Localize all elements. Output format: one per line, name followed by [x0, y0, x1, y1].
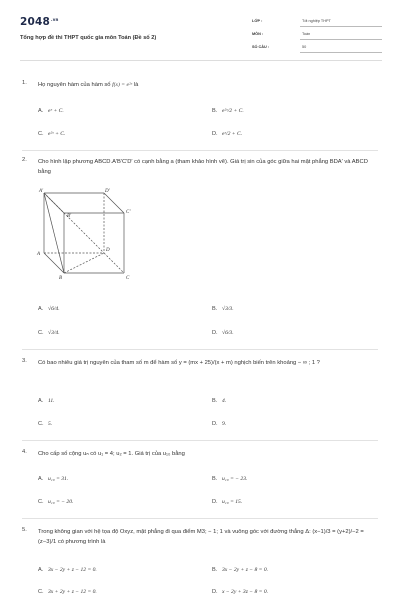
vertex-label: B′: [67, 214, 72, 219]
option-value: 5.: [48, 421, 53, 427]
option-1d[interactable]: [212, 131, 242, 137]
option-3a[interactable]: [38, 398, 55, 404]
meta-row-class: [252, 17, 382, 30]
option-value: √3/3.: [222, 306, 234, 312]
meta-row-subject: [252, 30, 382, 43]
option-value: x − 2y + 3z − 8 = 0.: [222, 589, 269, 595]
option-label: C.: [38, 131, 44, 137]
option-3d[interactable]: [212, 421, 226, 427]
question-divider: [22, 518, 378, 519]
option-label: A.: [38, 398, 44, 404]
meta-value: 50: [302, 45, 307, 49]
option-value: e²ˣ + C.: [48, 131, 66, 137]
vertex-label: C′: [126, 210, 131, 215]
option-3b[interactable]: [212, 398, 226, 404]
question-text: Cho hình lập phương ABCD.A′B′C′D′ có cạnh bằng a (tham khảo hình vẽ). Giá trị sin của góc giữa hai mặt phẳng BDA′ và ABCD bằng: [38, 159, 368, 175]
question-text-part: là: [132, 82, 139, 88]
option-label: D.: [212, 330, 218, 336]
option-5d[interactable]: [212, 589, 268, 595]
question-text: Trong không gian với hệ tọa độ Oxyz, mặt phẳng đi qua điểm M3; − 1; 1 và vuông góc với đường thẳng Δ: (x−1)/3 = (y+2)/−2 = (z−3)/1 có phương trình là: [38, 529, 364, 545]
option-value: u₁₀ = − 23.: [222, 476, 248, 482]
option-value: e²ˣ/2 + C.: [222, 108, 244, 114]
document-meta: [252, 17, 382, 56]
option-4c[interactable]: [38, 499, 73, 505]
option-label: B.: [212, 306, 218, 312]
option-label: C.: [38, 330, 44, 336]
option-4b[interactable]: [212, 476, 247, 482]
option-value: 11.: [48, 398, 55, 404]
site-logo[interactable]: [20, 16, 59, 28]
option-label: B.: [212, 567, 218, 573]
question-number: 5.: [22, 527, 27, 533]
meta-value: Tốt nghiệp THPT: [302, 19, 331, 23]
option-value: 3x − 2y + z − 8 = 0.: [222, 567, 269, 573]
option-value: √6/3.: [222, 330, 234, 336]
option-label: D.: [212, 589, 218, 595]
option-label: B.: [212, 398, 218, 404]
question-number: 3.: [22, 358, 27, 364]
option-label: A.: [38, 567, 44, 573]
option-1a[interactable]: [38, 108, 64, 114]
option-3c[interactable]: [38, 421, 52, 427]
vertex-label: C: [126, 276, 130, 281]
vertex-label: D: [106, 248, 110, 253]
option-value: 9.: [222, 421, 227, 427]
question-divider: [22, 150, 378, 151]
option-label: D.: [212, 499, 218, 505]
question-formula: f(x) = e²ˣ: [112, 82, 133, 88]
meta-underline: [300, 39, 382, 40]
option-1c[interactable]: [38, 131, 65, 137]
option-value: u₁₀ = 31.: [48, 476, 69, 482]
option-label: D.: [212, 421, 218, 427]
option-2d[interactable]: [212, 330, 234, 336]
document-title: Tổng hợp đề thi THPT quốc gia môn Toán (Đề số 2): [20, 35, 157, 41]
option-label: B.: [212, 476, 218, 482]
question-number: 1.: [22, 80, 27, 86]
meta-underline: [300, 26, 382, 27]
option-2c[interactable]: [38, 330, 60, 336]
question-divider: [22, 349, 378, 350]
meta-value: Toán: [302, 32, 311, 36]
option-label: A.: [38, 476, 44, 482]
option-label: C.: [38, 589, 44, 595]
option-4d[interactable]: [212, 499, 242, 505]
option-value: u₁₀ = 15.: [222, 499, 243, 505]
question-text: [38, 80, 378, 90]
option-1b[interactable]: [212, 108, 244, 114]
option-value: 4.: [222, 398, 227, 404]
vertex-label: D′: [105, 189, 110, 194]
logo-suffix: .vn: [51, 17, 59, 22]
option-label: D.: [212, 131, 218, 137]
option-value: √3/4.: [48, 330, 60, 336]
meta-label: MÔN :: [252, 32, 264, 36]
option-label: A.: [38, 108, 44, 114]
option-4a[interactable]: [38, 476, 68, 482]
question-divider: [22, 440, 378, 441]
vertex-label: B: [59, 276, 63, 281]
logo-text: 2048: [20, 16, 51, 28]
vertex-label: A′: [39, 189, 44, 194]
meta-row-count: [252, 43, 382, 56]
option-value: eˣ + C.: [48, 108, 64, 114]
vertex-label: A: [37, 252, 41, 257]
question-number: 2.: [22, 157, 27, 163]
option-label: B.: [212, 108, 218, 114]
question-number: 4.: [22, 449, 27, 455]
option-5b[interactable]: [212, 567, 268, 573]
option-label: A.: [38, 306, 44, 312]
cube-figure: [34, 187, 134, 281]
option-2a[interactable]: [38, 306, 60, 312]
option-2b[interactable]: [212, 306, 234, 312]
option-value: u₁₀ = − 20.: [48, 499, 74, 505]
question-text: Có bao nhiêu giá trị nguyên của tham số m để hàm số y = (mx + 25)/(x + m) nghịch biến trên khoảng − ∞ ; 1 ?: [38, 360, 320, 366]
option-value: 3x + 2y + z − 12 = 0.: [48, 589, 97, 595]
option-label: C.: [38, 421, 44, 427]
option-value: √6/4.: [48, 306, 60, 312]
question-text-part: Họ nguyên hàm của hàm số: [38, 82, 113, 88]
meta-underline: [300, 52, 382, 53]
option-value: eˣ/2 + C.: [222, 131, 243, 137]
header-divider: [20, 60, 382, 61]
option-label: C.: [38, 499, 44, 505]
question-text: Cho cấp số cộng uₙ có u₁ = 4; u₂ = 1. Giá trị của u₁₀ bằng: [38, 451, 185, 457]
option-5c[interactable]: [38, 589, 97, 595]
option-5a[interactable]: [38, 567, 97, 573]
meta-label: LỚP :: [252, 19, 263, 23]
meta-label: SỐ CÂU :: [252, 45, 270, 49]
option-value: 3x − 2y + z − 12 = 0.: [48, 567, 97, 573]
document-header: [20, 12, 382, 62]
